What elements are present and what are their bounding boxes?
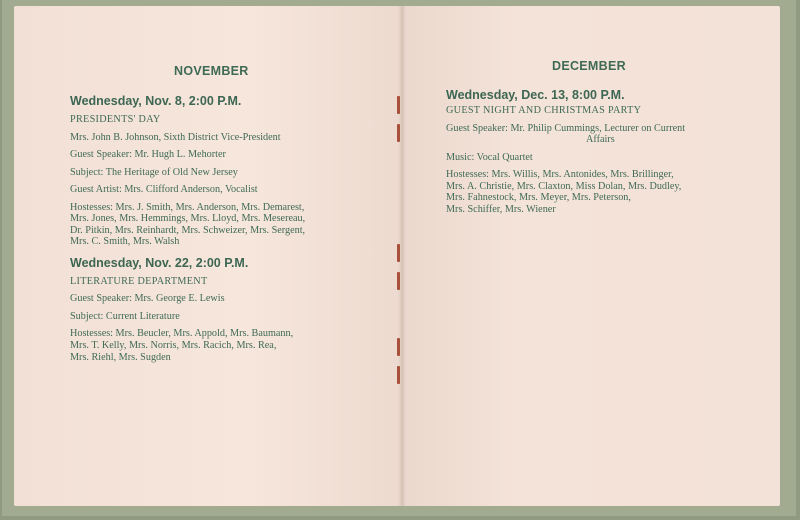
month-heading-december: DECEMBER [552,59,626,73]
event-date: Wednesday, Nov. 8, 2:00 P.M. [70,94,242,108]
left-page [14,6,402,506]
event-date: Wednesday, Nov. 22, 2:00 P.M. [70,255,249,270]
hostesses-line: Mrs. T. Kelly, Mrs. Norris, Mrs. Racich, Mrs. Rea, [70,339,277,351]
event-detail: Guest Artist: Mrs. Clifford Anderson, Vocalist [70,184,258,195]
hostesses-line: Mrs. Jones, Mrs. Hemmings, Mrs. Lloyd, Mrs. Mesereau, [70,213,306,225]
event-program: PRESIDENTS' DAY [70,114,161,125]
hostesses-line: Hostesses: Mrs. Willis, Mrs. Antonides, Mrs. Brillinger, [446,169,674,180]
binding-stitch [397,124,400,142]
event-hostesses [70,202,390,248]
december-events [446,88,766,223]
event-detail: Subject: Current Literature [70,310,180,322]
event-hostesses [70,328,390,363]
event-speaker: Guest Speaker: Mr. Philip Cummings, Lecturer on Current [446,122,686,134]
hostesses-line: Hostesses: Mrs. J. Smith, Mrs. Anderson, Mrs. Demarest, [70,201,305,213]
event-detail: Guest Speaker: Mrs. George E. Lewis [70,293,225,305]
hostesses-line: Mrs. C. Smith, Mrs. Walsh [70,236,180,248]
event-hostesses [446,169,766,215]
event-music: Music: Vocal Quartet [446,151,533,163]
binding-stitch [397,96,400,114]
binding-stitch [397,244,400,262]
event-detail: Mrs. John B. Johnson, Sixth District Vice-President [70,131,281,143]
binding-stitch [397,338,400,356]
binding-stitch [397,366,400,384]
event-speaker-cont: Affairs [586,134,615,145]
hostesses-line: Dr. Pitkin, Mrs. Reinhardt, Mrs. Schweizer, Mrs. Sergent, [70,224,306,236]
hostesses-line: Mrs. Schiffer, Mrs. Wiener [446,203,556,215]
binding-stitch [397,272,400,290]
right-page [402,6,780,506]
event-nov-22 [70,256,390,363]
event-detail: Guest Speaker: Mr. Hugh L. Mehorter [70,149,226,160]
hostesses-line: Mrs. Fahnestock, Mrs. Meyer, Mrs. Peterson, [446,192,631,204]
month-heading-november: NOVEMBER [174,64,249,78]
event-dec-13 [446,88,766,215]
hostesses-line: Mrs. Riehl, Mrs. Sugden [70,351,171,363]
hostesses-line: Hostesses: Mrs. Beucler, Mrs. Appold, Mrs. Baumann, [70,328,294,340]
event-detail: Subject: The Heritage of Old New Jersey [70,166,238,178]
event-program: GUEST NIGHT AND CHRISTMAS PARTY [446,105,642,116]
hostesses-line: Mrs. A. Christie, Mrs. Claxton, Miss Dolan, Mrs. Dudley, [446,180,682,192]
event-program: LITERATURE DEPARTMENT [70,275,208,287]
event-date: Wednesday, Dec. 13, 8:00 P.M. [446,88,625,102]
event-nov-8 [70,94,390,248]
november-events [70,94,390,371]
